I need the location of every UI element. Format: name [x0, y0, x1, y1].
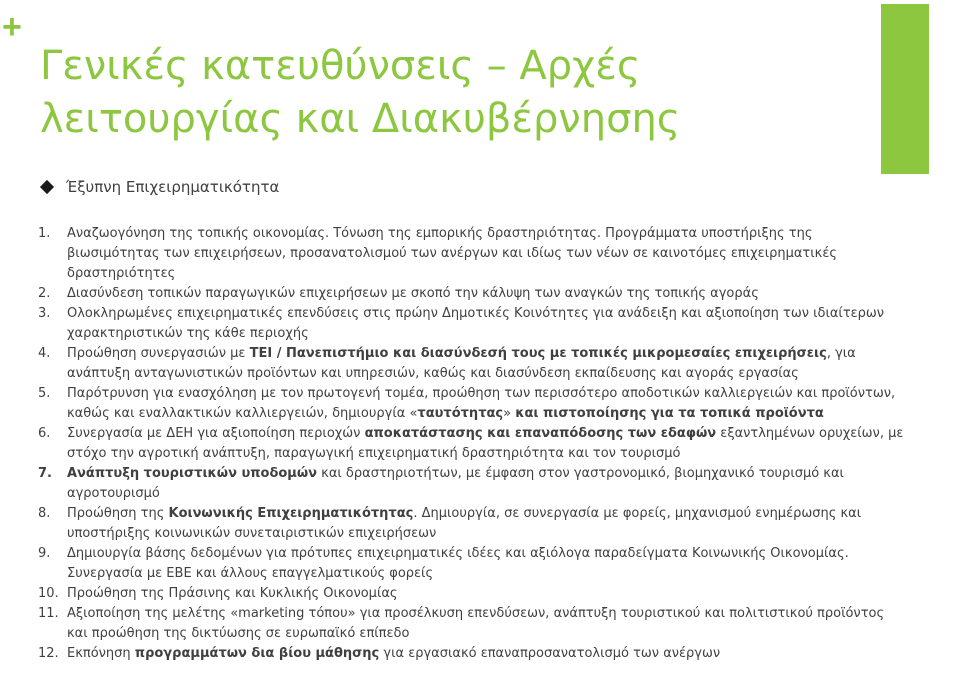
text-segment: Ολοκληρωμένες επιχειρηματικές επενδύσεις στις πρώην Δημοτικές Κοινότητες για ανάδειξη και αξιοποίηση των ιδιαίτερων χαρακτηριστικών της κάθε περιοχής	[67, 306, 885, 341]
list-item-text	[67, 464, 908, 504]
text-segment: για εργασιακό επαναπροσανατολισμό των ανέργων	[379, 646, 721, 661]
list-item-number: 4.	[38, 346, 51, 361]
list-item	[38, 584, 908, 604]
list-item	[38, 304, 908, 344]
numbered-list	[38, 224, 908, 664]
list-item-text	[67, 384, 908, 424]
list-item-text	[67, 284, 908, 304]
plus-decoration: +	[2, 8, 22, 46]
list-item-text	[67, 644, 908, 664]
list-item-text	[67, 604, 908, 644]
list-item	[38, 344, 908, 384]
text-segment: Αναζωογόνηση της τοπικής οικονομίας. Τόνωση της εμπορικής δραστηριότητας. Προγράμματα υποστήριξης της βιωσιμότητας των επιχειρήσεων, προσανατολισμού των ανέργων και ιδίως των νέων σε καινοτόμες επιχειρηματικές δραστηριότητες	[67, 226, 837, 281]
list-item	[38, 424, 908, 464]
list-item	[38, 544, 908, 584]
list-item-text	[67, 584, 908, 604]
text-segment: »	[503, 406, 516, 421]
text-segment: Εκπόνηση	[67, 646, 135, 661]
list-item-number: 11.	[38, 606, 59, 621]
bold-segment: Ανάπτυξη τουριστικών υποδομών	[67, 466, 318, 481]
bold-segment: προγραμμάτων δια βίου μάθησης	[134, 646, 380, 661]
text-segment: Προώθηση συνεργασιών με	[67, 346, 250, 361]
bold-segment: ΤΕΙ / Πανεπιστήμιο και διασύνδεσή τους με τοπικές μικρομεσαίες επιχειρήσεις	[249, 346, 827, 361]
list-item	[38, 644, 908, 664]
text-segment: Παρότρυνση για ενασχόληση με τον πρωτογενή τομέα, προώθηση των περισσότερο αποδοτικών καλλιεργειών και προϊόντων, καθώς και εναλλακτικών καλλιεργειών, δημιουργία «	[67, 386, 896, 421]
bold-segment: ταυτότητας	[417, 406, 504, 421]
list-item-number: 6.	[38, 426, 51, 441]
text-segment: Δημιουργία βάσης δεδομένων για πρότυπες επιχειρηματικές ιδέες και αξιόλογα παραδείγματα Κοινωνικής Οικονομίας. Συνεργασία με ΕΒΕ και άλλους επαγγελματικούς φορείς	[67, 546, 849, 581]
text-segment: Προώθηση της Πράσινης και Κυκλικής Οικονομίας	[67, 586, 398, 601]
list-item-number: 12.	[38, 646, 59, 661]
list-item-number: 3.	[38, 306, 51, 321]
text-segment: Αξιοποίηση της μελέτης «marketing τόπου» για προσέλκυση επενδύσεων, ανάπτυξη τουριστικού και πολιτιστικού προϊόντος και προώθηση της δικτύωσης σε ευρωπαϊκό επίπεδο	[67, 606, 885, 641]
list-item	[38, 384, 908, 424]
text-segment: Συνεργασία με ΔΕΗ για αξιοποίηση περιοχών	[67, 426, 365, 441]
slide-title: Γενικές κατευθύνσεις – Αρχές λειτουργίας και Διακυβέρνησης	[40, 43, 681, 142]
text-segment: . Δημιουργία, σε συνεργασία με φορείς, μηχανισμού ενημέρωσης και υποστήριξης κοινωνικών συνεταιριστικών επιχειρήσεων	[67, 506, 862, 541]
list-item-number: 7.	[38, 466, 52, 481]
list-item-number: 10.	[38, 586, 59, 601]
list-item-number: 2.	[38, 286, 51, 301]
subtitle-row	[40, 178, 279, 196]
list-item	[38, 504, 908, 544]
list-item	[38, 464, 908, 504]
text-segment: και δραστηριοτήτων, με έμφαση στον γαστρονομικό, βιομηχανικό τουρισμό και αγροτουρισμό	[67, 466, 844, 501]
text-segment: Διασύνδεση τοπικών παραγωγικών επιχειρήσεων με σκοπό την κάλυψη των αναγκών της τοπικής αγοράς	[67, 286, 759, 301]
text-segment: , για ανάπτυξη ανταγωνιστικών προϊόντων και υπηρεσιών, καθώς και διασύνδεση εκπαίδευσης και αγοράς εργασίας	[67, 346, 856, 381]
list-item	[38, 284, 908, 304]
list-item-text	[67, 304, 908, 344]
text-segment: Προώθηση της	[67, 506, 169, 521]
list-item-number: 1.	[38, 226, 51, 241]
diamond-bullet-icon	[40, 180, 54, 194]
list-item-text	[67, 504, 908, 544]
text-segment: εξαντλημένων ορυχείων, με στόχο την αγροτική ανάπτυξη, παραγωγική επιχειρηματική δραστηριότητα και τον τουρισμό	[67, 426, 904, 461]
bold-segment: Κοινωνικής Επιχειρηματικότητας	[168, 506, 414, 521]
subtitle: Έξυπνη Επιχειρηματικότητα	[66, 178, 280, 196]
list-item	[38, 604, 908, 644]
list-item-number: 8.	[38, 506, 51, 521]
accent-bar	[881, 4, 929, 174]
bold-segment: και πιστοποίησης για τα τοπικά προϊόντα	[515, 406, 824, 421]
list-item-text	[67, 424, 908, 464]
list-item-number: 9.	[38, 546, 51, 561]
bold-segment: αποκατάστασης και επαναπόδοσης των εδαφών	[364, 426, 717, 441]
list-item	[38, 224, 908, 284]
list-item-text	[67, 224, 908, 284]
list-item-text	[67, 344, 908, 384]
list-item-text	[67, 544, 908, 584]
list-item-number: 5.	[38, 386, 51, 401]
